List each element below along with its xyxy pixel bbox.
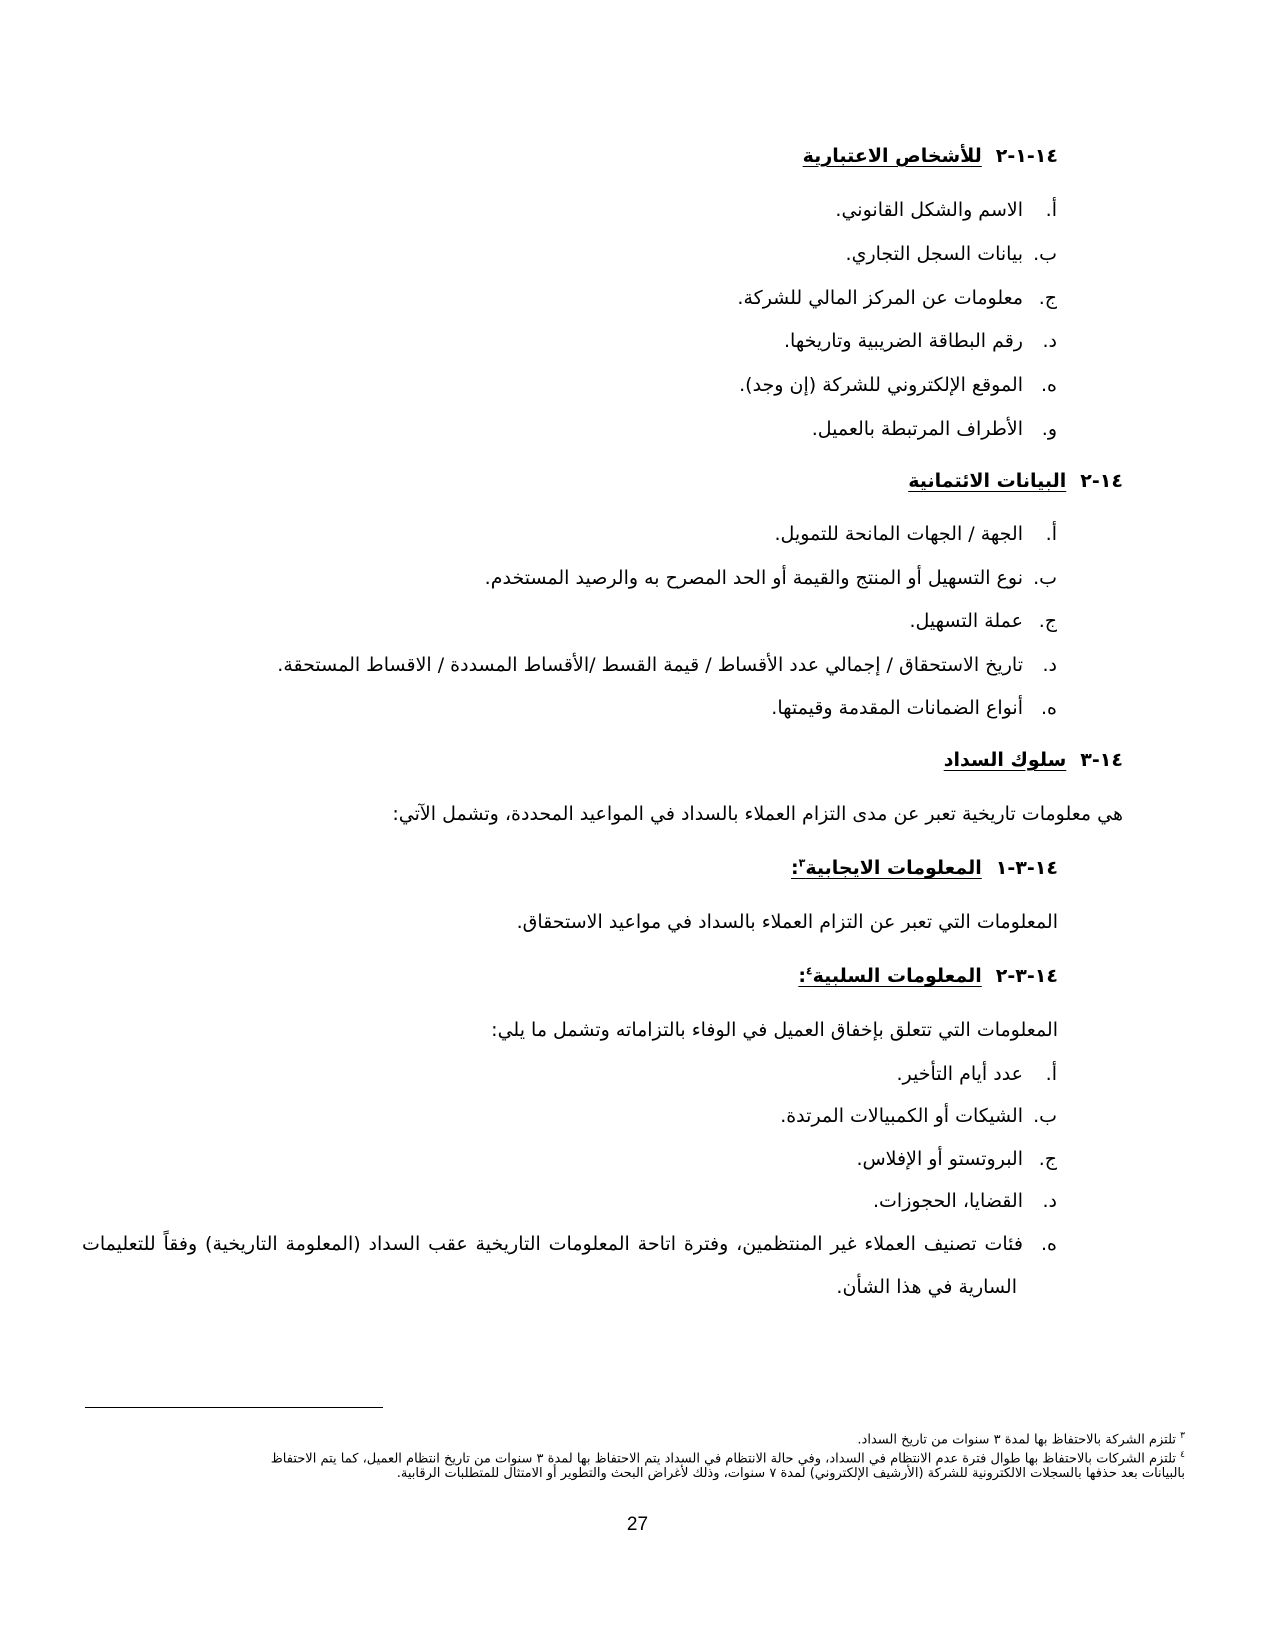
- section-number: ١٤-٢: [1080, 470, 1123, 492]
- paragraph: المعلومات التي تتعلق بإخفاق العميل في الوفاء بالتزاماته وتشمل ما يلي:: [491, 1019, 1058, 1041]
- section-title: المعلومات السلبية$^٤$:: [798, 965, 982, 988]
- section-heading-14-2: [908, 470, 1123, 492]
- list-item: أ.عدد أيام التأخير.: [896, 1063, 1057, 1085]
- list-item: ب.الشيكات أو الكمبيالات المرتدة.: [780, 1105, 1057, 1127]
- footnote: $^٤$ تلتزم الشركات بالاحتفاظ بها طوال فترة عدم الانتظام في السداد، وفي حالة الانتظام في السداد يتم الاحتفاظ بها لمدة ٣ سنوات من تاريخ انتظام العميل، كما يتم الاحتفاظ: [270, 1450, 1185, 1467]
- section-number: ١٤-١-٢: [995, 145, 1058, 167]
- list-item: ج.معلومات عن المركز المالي للشركة.: [737, 287, 1057, 309]
- list-item: أ.الاسم والشكل القانوني.: [835, 199, 1057, 221]
- list-item: د.رقم البطاقة الضريبية وتاريخها.: [783, 330, 1057, 352]
- list-item: ه.فئات تصنيف العملاء غير المنتظمين، وفترة اتاحة المعلومات التاريخية عقب السداد (المعلومة التاريخية) وفقاً للتعليمات: [82, 1233, 1057, 1255]
- list-item: ه.الموقع الإلكتروني للشركة (إن وجد).: [739, 374, 1057, 396]
- section-number: ١٤-٣-١: [995, 857, 1058, 880]
- section-heading-14-3-1: [791, 857, 1058, 879]
- list-item: د.تاريخ الاستحقاق / إجمالي عدد الأقساط / قيمة القسط /الأقساط المسددة / الاقساط المستحقة.: [277, 654, 1057, 676]
- section-title: البيانات الائتمانية: [908, 470, 1067, 492]
- list-item: ب.بيانات السجل التجاري.: [845, 243, 1057, 265]
- section-number: ١٤-٣: [1080, 749, 1123, 771]
- list-item: أ.الجهة / الجهات المانحة للتمويل.: [774, 523, 1057, 545]
- section-title: سلوك السداد: [943, 749, 1067, 771]
- footnote-ref: ٣: [798, 857, 806, 870]
- list-item: ه.أنواع الضمانات المقدمة وقيمتها.: [771, 697, 1057, 719]
- list-item: ج.عملة التسهيل.: [909, 610, 1057, 632]
- paragraph: هي معلومات تاريخية تعبر عن مدى التزام العملاء بالسداد في المواعيد المحددة، وتشمل الآتي:: [392, 803, 1123, 825]
- list-item: ب.نوع التسهيل أو المنتج والقيمة أو الحد المصرح به والرصيد المستخدم.: [484, 567, 1057, 589]
- section-heading-14-3-2: [798, 965, 1058, 987]
- footnote-continuation: بالبيانات بعد حذفها بالسجلات الالكترونية للشركة (الأرشيف الإلكتروني) لمدة ٧ سنوات، وذلك لأغراض البحث والتطوير أو الامتثال للمتطلبات الرقابية.: [396, 1466, 1185, 1481]
- page-number: 27: [626, 1514, 649, 1535]
- paragraph: المعلومات التي تعبر عن التزام العملاء بالسداد في مواعيد الاستحقاق.: [516, 911, 1058, 933]
- list-item: د.القضايا، الحجوزات.: [873, 1190, 1057, 1212]
- footnote-separator: [85, 1407, 383, 1408]
- section-heading-14-1-2: [803, 145, 1058, 167]
- section-title: المعلومات الايجابية$^٣$:: [791, 857, 982, 880]
- list-item: و.الأطراف المرتبطة بالعميل.: [811, 418, 1057, 440]
- section-title: للأشخاص الاعتبارية: [802, 145, 982, 167]
- section-heading-14-3: [944, 749, 1123, 771]
- footnote-ref: ٤: [805, 965, 813, 978]
- footnote: $^٣$ تلتزم الشركة بالاحتفاظ بها لمدة ٣ سنوات من تاريخ السداد.: [857, 1431, 1185, 1448]
- list-item-continuation: السارية في هذا الشأن.: [836, 1276, 1017, 1298]
- list-item: ج.البروتستو أو الإفلاس.: [856, 1148, 1057, 1170]
- section-number: ١٤-٣-٢: [995, 965, 1058, 988]
